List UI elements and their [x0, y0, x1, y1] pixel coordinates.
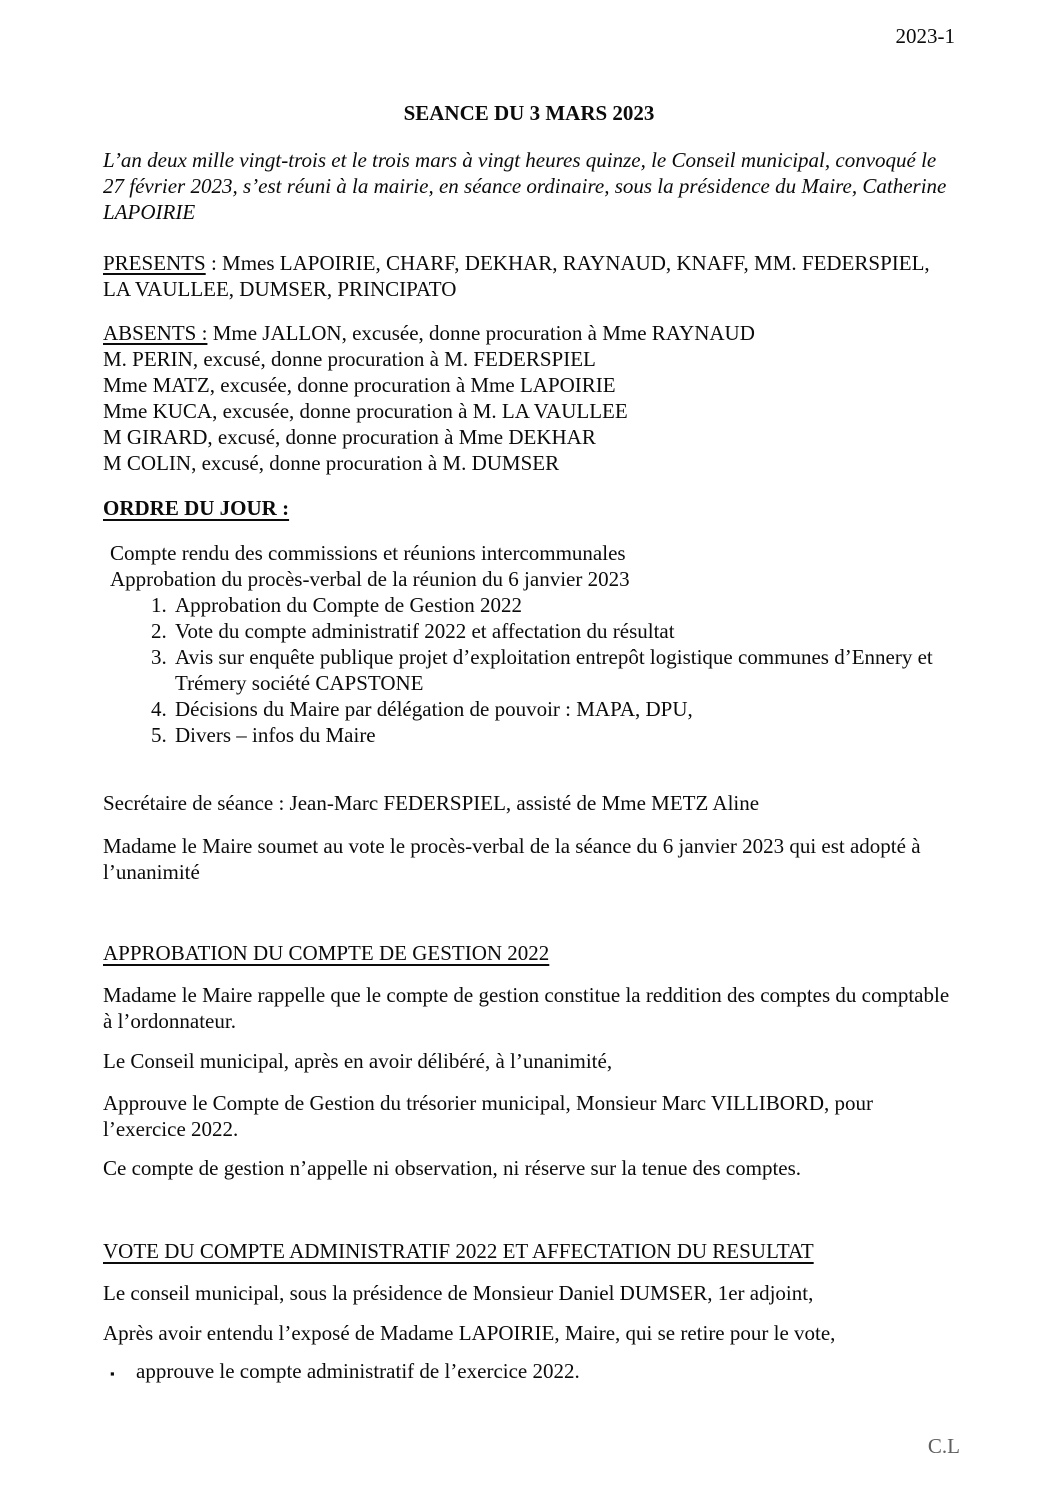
presents-label: PRESENTS: [103, 251, 206, 275]
agenda-item: 5. Divers – infos du Maire: [172, 722, 955, 748]
vote-ca-paragraph: Le conseil municipal, sous la présidence de Monsieur Daniel DUMSER, 1er adjoint,: [103, 1281, 814, 1305]
vote-ca-bullet-text: approuve le compte administratif de l’exercice 2022.: [136, 1359, 580, 1383]
square-bullet-icon: ▪: [110, 1366, 115, 1381]
agenda-item: 1. Approbation du Compte de Gestion 2022: [172, 592, 955, 618]
vote-ca-bullet-item: [103, 1358, 955, 1387]
page-number: 2023-1: [895, 24, 955, 48]
absents-line: M GIRARD, excusé, donne procuration à Mme DEKHAR: [103, 425, 596, 449]
presents-separator: :: [205, 251, 223, 275]
agenda-intro-line: Approbation du procès-verbal de la réunion du 6 janvier 2023: [110, 567, 630, 591]
gestion-paragraph: Madame le Maire rappelle que le compte de gestion constitue la reddition des comptes du comptable à l’ordonnateur.: [103, 983, 950, 1033]
absents-line: Mme KUCA, excusée, donne procuration à M. LA VAULLEE: [103, 399, 628, 423]
vote-ca-section-heading: VOTE DU COMPTE ADMINISTRATIF 2022 ET AFFECTATION DU RESULTAT: [103, 1239, 814, 1263]
absents-block: [103, 320, 955, 476]
agenda-item: 2. Vote du compte administratif 2022 et affectation du résultat: [172, 618, 955, 644]
secretary-paragraph: Secrétaire de séance : Jean-Marc FEDERSPIEL, assisté de Mme METZ Aline: [103, 791, 760, 815]
gestion-section-heading: APPROBATION DU COMPTE DE GESTION 2022: [103, 941, 550, 965]
absents-first-entry: Mme JALLON, excusée, donne procuration à Mme RAYNAUD: [212, 321, 755, 345]
agenda-list: [103, 592, 955, 748]
minutes-vote-paragraph: Madame le Maire soumet au vote le procès-verbal de la séance du 6 janvier 2023 qui est adopté à l’unanimité: [103, 834, 921, 884]
footer-initials: C.L: [927, 1434, 960, 1458]
absents-label: ABSENTS :: [103, 321, 208, 345]
agenda-intro-block: [103, 540, 955, 592]
document-title: SEANCE DU 3 MARS 2023: [403, 101, 655, 125]
gestion-paragraph: Le Conseil municipal, après en avoir délibéré, à l’unanimité,: [103, 1049, 613, 1073]
presents-paragraph: [103, 250, 955, 302]
agenda-heading: ORDRE DU JOUR :: [103, 496, 290, 520]
presents-names: Mmes LAPOIRIE, CHARF, DEKHAR, RAYNAUD, KNAFF, MM. FEDERSPIEL, LA VAULLEE, DUMSER, PRINCIPATO: [103, 251, 930, 301]
absents-line: [103, 320, 955, 346]
vote-ca-paragraph: Après avoir entendu l’exposé de Madame LAPOIRIE, Maire, qui se retire pour le vote,: [103, 1321, 836, 1345]
agenda-intro-line: Compte rendu des commissions et réunions intercommunales: [110, 541, 626, 565]
intro-paragraph: L’an deux mille vingt-trois et le trois mars à vingt heures quinze, le Conseil municipal, convoqué le 27 février 2023, s’est réuni à la mairie, en séance ordinaire, sous la présidence du Maire, Catherine LAPOIRIE: [103, 148, 947, 224]
absents-line: Mme MATZ, excusée, donne procuration à Mme LAPOIRIE: [103, 373, 616, 397]
agenda-item: 3. Avis sur enquête publique projet d’exploitation entrepôt logistique communes d’Ennery et Trémery société CAPSTONE: [172, 644, 955, 696]
agenda-item: 4. Décisions du Maire par délégation de pouvoir : MAPA, DPU,: [172, 696, 955, 722]
absents-line: M. PERIN, excusé, donne procuration à M. FEDERSPIEL: [103, 347, 596, 371]
absents-line: M COLIN, excusé, donne procuration à M. DUMSER: [103, 451, 560, 475]
gestion-paragraph: Approuve le Compte de Gestion du trésorier municipal, Monsieur Marc VILLIBORD, pour l’exercice 2022.: [103, 1091, 874, 1141]
gestion-paragraph: Ce compte de gestion n’appelle ni observation, ni réserve sur la tenue des comptes.: [103, 1156, 802, 1180]
